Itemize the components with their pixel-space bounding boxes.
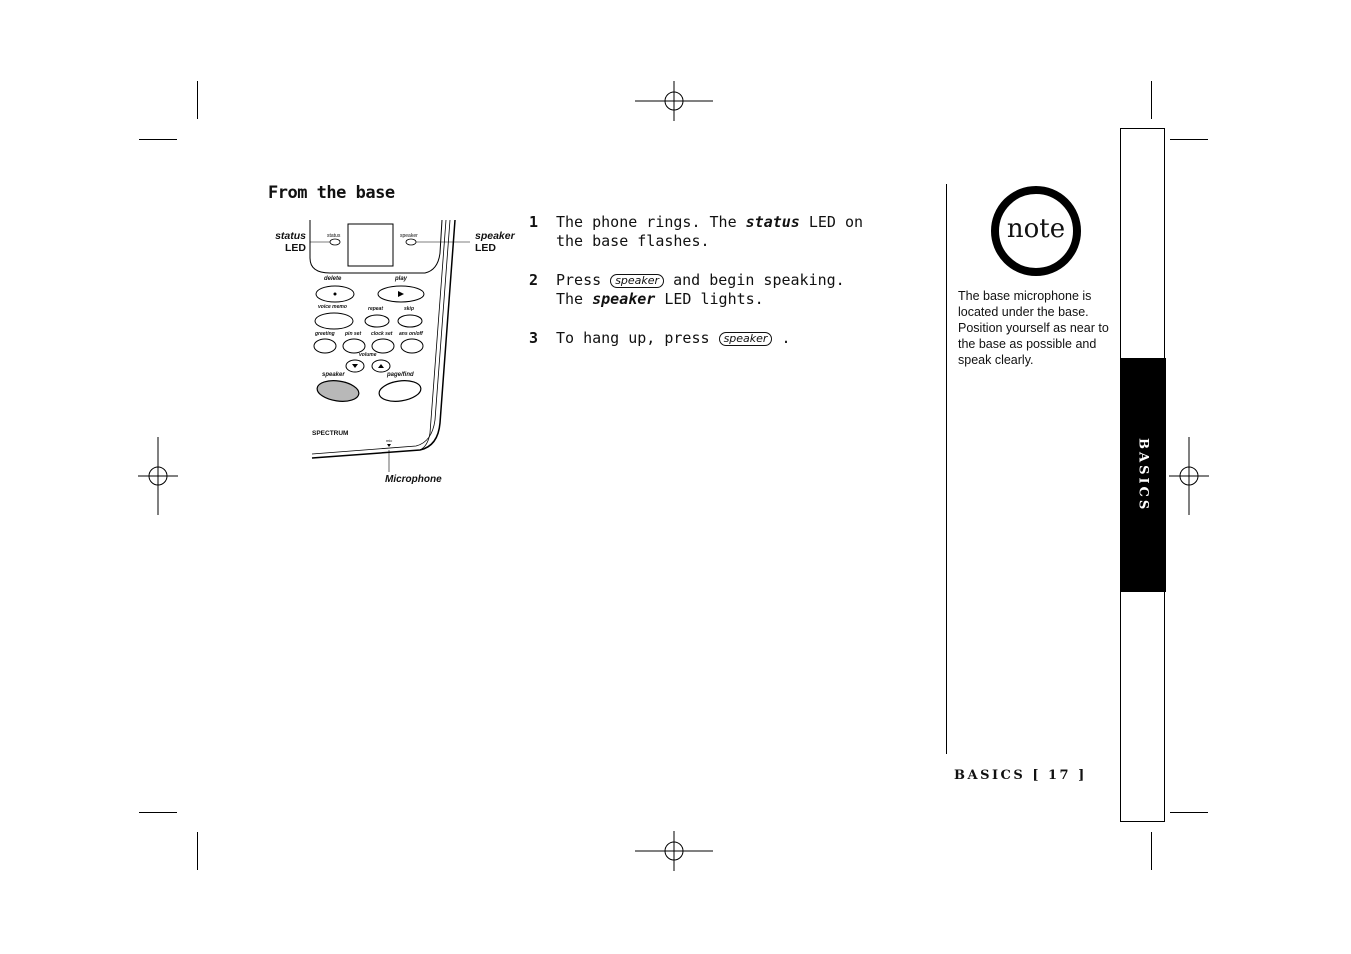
speaker-key-icon: speaker bbox=[610, 274, 664, 288]
speaker-led-callout-line1: speaker bbox=[475, 230, 515, 242]
crop-mark bbox=[197, 81, 198, 119]
side-tab-label: BASICS bbox=[1135, 437, 1151, 513]
status-led-callout-line1: status bbox=[275, 230, 306, 242]
crop-mark bbox=[1170, 812, 1208, 813]
step-text: and begin speaking. bbox=[664, 271, 845, 289]
step-2 bbox=[529, 271, 889, 309]
repeat-key-label: repeat bbox=[368, 306, 384, 312]
crop-mark bbox=[139, 812, 177, 813]
speaker-key-icon: speaker bbox=[719, 332, 773, 346]
speaker-led-callout bbox=[475, 230, 515, 254]
crop-mark bbox=[1151, 832, 1152, 870]
column-divider bbox=[946, 184, 947, 754]
skip-key-label: skip bbox=[404, 306, 415, 312]
crop-mark bbox=[197, 832, 198, 870]
panel-speaker-label: speaker bbox=[400, 233, 418, 239]
phone-base-diagram bbox=[270, 218, 525, 493]
step-text: LED on the base flashes. bbox=[556, 213, 864, 250]
step-text: The phone rings. The bbox=[556, 213, 746, 231]
crop-mark bbox=[1170, 139, 1208, 140]
panel-status-label: status bbox=[327, 233, 341, 239]
step-text: . bbox=[772, 329, 791, 347]
speaker-emphasis: speaker bbox=[592, 290, 656, 308]
step-text: Press bbox=[556, 271, 611, 289]
crop-mark bbox=[139, 139, 177, 140]
voice-memo-key-label: voice memo bbox=[318, 304, 347, 310]
status-led-callout bbox=[270, 230, 306, 254]
ans-onoff-key-label: ans on/off bbox=[399, 331, 423, 337]
step-number: 1 bbox=[529, 213, 539, 231]
status-led-callout-line2: LED bbox=[285, 242, 306, 254]
crop-mark bbox=[1151, 81, 1152, 119]
step-3 bbox=[529, 329, 889, 348]
speaker-led-callout-line2: LED bbox=[475, 242, 496, 254]
footer-section: BASICS bbox=[954, 768, 1026, 783]
registration-mark-bottom bbox=[635, 831, 713, 871]
step-text: The bbox=[556, 290, 593, 308]
registration-mark-right bbox=[1169, 437, 1209, 515]
instruction-steps bbox=[529, 213, 889, 368]
note-badge-icon bbox=[990, 185, 1082, 277]
note-text: The base microphone is located under the base. Position yourself as near to the base as possible and speak clearly. bbox=[958, 289, 1109, 367]
step-number: 3 bbox=[529, 329, 539, 347]
step-1 bbox=[529, 213, 889, 251]
brand-label: SPECTRUM bbox=[312, 430, 349, 437]
registration-mark-left bbox=[138, 437, 178, 515]
registration-mark-top bbox=[635, 81, 713, 121]
microphone-callout: Microphone bbox=[385, 474, 442, 485]
delete-key-label: delete bbox=[324, 276, 342, 282]
step-text: To hang up, press bbox=[556, 329, 719, 347]
step-text: LED lights. bbox=[655, 290, 764, 308]
status-emphasis: status bbox=[745, 213, 800, 231]
page-find-key-label: page/find bbox=[387, 372, 414, 378]
greeting-key-label: greeting bbox=[315, 331, 335, 337]
note-badge-text: note bbox=[1006, 214, 1066, 244]
mic-small-label: mic bbox=[386, 438, 393, 443]
page-number: [ 17 ] bbox=[1032, 768, 1087, 783]
step-number: 2 bbox=[529, 271, 539, 289]
speaker-key-label: speaker bbox=[322, 372, 345, 378]
clock-set-key-label: clock set bbox=[371, 331, 393, 337]
phone-base-drawing bbox=[270, 218, 525, 493]
pin-set-key-label: pin set bbox=[345, 331, 362, 337]
play-key-label: play bbox=[395, 276, 408, 282]
section-title: From the base bbox=[268, 183, 395, 203]
page-footer bbox=[954, 768, 1087, 783]
volume-key-label: volume bbox=[359, 352, 377, 358]
side-tab bbox=[1120, 358, 1166, 592]
